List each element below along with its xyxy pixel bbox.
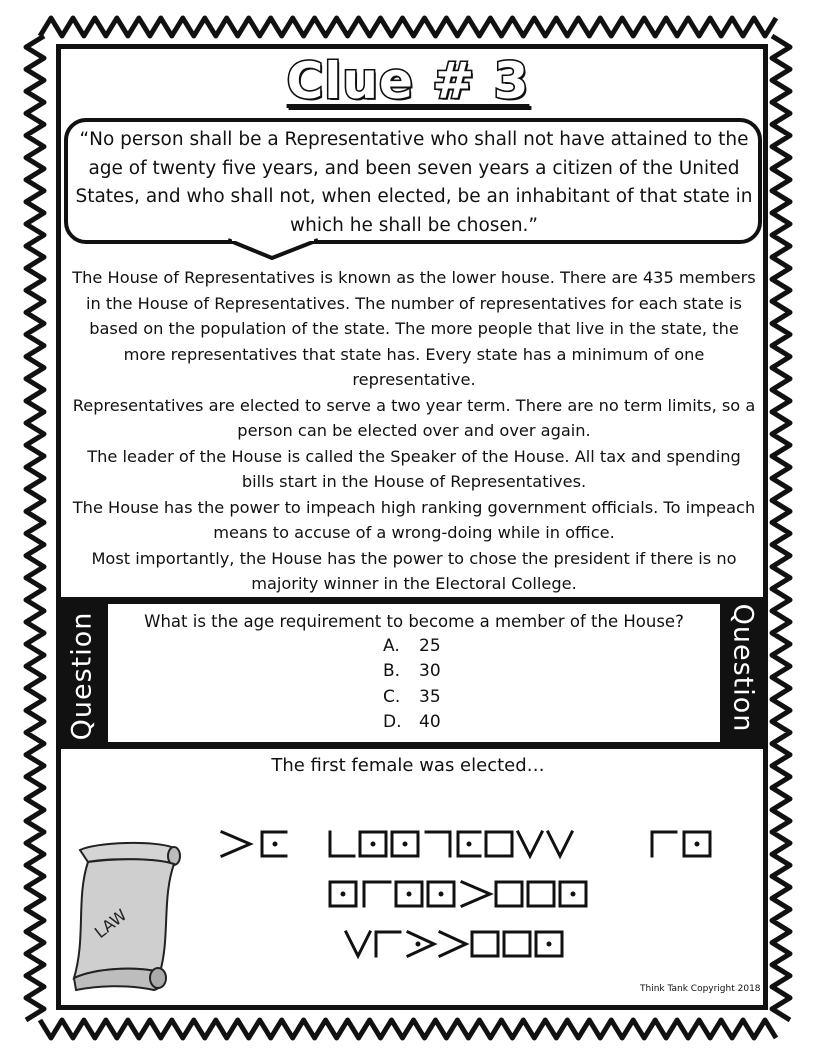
option-letter: B. (383, 661, 401, 681)
option-letter: D. (383, 712, 402, 732)
option-letter: C. (383, 687, 401, 707)
question-side-label-left: Question (66, 611, 98, 741)
option-d[interactable] (383, 712, 441, 732)
paragraph-speaker: The leader of the House is called the Speaker of the House. All tax and spending bills start in the House of Representatives. (87, 446, 741, 491)
scroll-label: LAW (90, 905, 131, 942)
question-text: What is the age requirement to become a member of the House? (144, 612, 684, 631)
paragraph-house-overview: The House of Representatives is known as the lower house. There are 435 members in the House of Representatives. The number of representatives for each state is based on the population of the state. The more people that live in the state, the more representatives that state has. Every state has a minimum of one representative. (72, 268, 756, 389)
paragraph-term: Representatives are elected to serve a two year term. There are no term limits, so a person can be elected over and over again. (72, 395, 756, 440)
question-side-label-right: Question (727, 603, 759, 733)
page-title: Clue # 3 (286, 52, 530, 110)
option-value: 25 (419, 636, 441, 656)
option-value: 40 (419, 712, 441, 732)
paragraph-electoral: Most importantly, the House has the power to chose the president if there is no majority winner in the Electoral College. (91, 548, 737, 593)
option-letter: A. (383, 636, 400, 656)
option-a[interactable] (383, 636, 441, 656)
law-scroll-icon (66, 838, 186, 994)
option-b[interactable] (383, 661, 441, 681)
info-text (72, 265, 756, 597)
option-c[interactable] (383, 687, 441, 707)
pigpen-cipher-message (214, 822, 734, 972)
option-value: 30 (419, 661, 441, 681)
constitution-quote: “No person shall be a Representative who shall not have attained to the age of twenty five years, and been seven years a citizen of the United States, and who shall not, when elected, be an inhabitant of that state in which he shall be chosen.” (75, 129, 753, 236)
copyright-note: Think Tank Copyright 2018 (640, 984, 761, 994)
quote-bubble-tail (228, 238, 318, 262)
paragraph-impeach: The House has the power to impeach high ranking government officials. To impeach means to accuse of a wrong-doing while in office. (72, 497, 756, 542)
option-value: 35 (419, 687, 441, 707)
fact-prompt: The first female was elected… (271, 755, 545, 776)
